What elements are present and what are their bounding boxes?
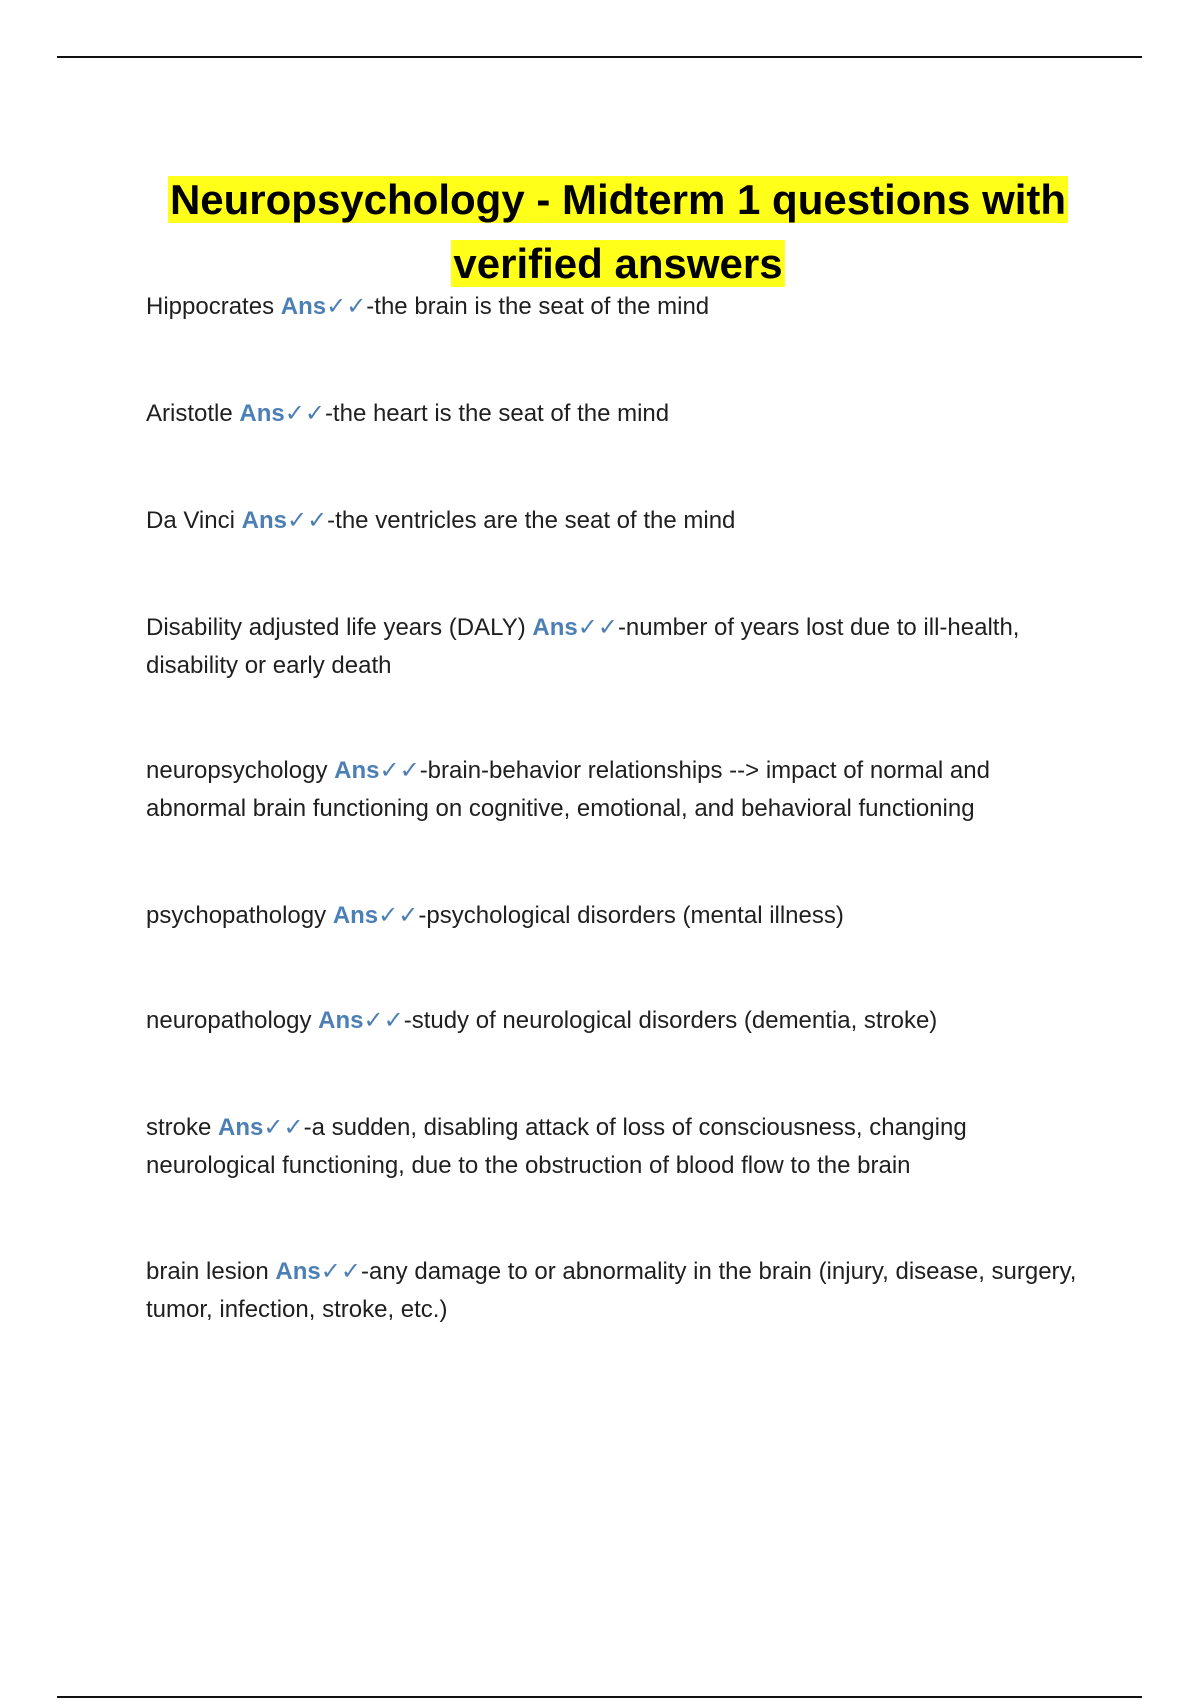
footer-rule xyxy=(57,1696,1142,1698)
answer-marker: Ans xyxy=(318,1007,364,1034)
entry-term: brain lesion xyxy=(146,1258,269,1285)
check-icon: ✓✓ xyxy=(320,1258,361,1285)
entry-definition: -study of neurological disorders (dementia, stroke) xyxy=(403,1007,938,1034)
entry-definition: -a sudden, disabling attack of loss of consciousness, changing neurological functioning, due to the obstruction of blood flow to the brain xyxy=(146,1114,967,1179)
entry-definition: -brain-behavior relationships --> impact of normal and abnormal brain functioning on cognitive, emotional, and behavioral functioning xyxy=(146,757,990,822)
check-icon: ✓✓ xyxy=(286,507,328,534)
entry-term: stroke xyxy=(146,1114,212,1141)
check-icon: ✓✓ xyxy=(326,293,367,320)
check-icon: ✓✓ xyxy=(263,1114,304,1141)
qa-entry-aristotle xyxy=(146,395,1096,433)
check-icon: ✓✓ xyxy=(379,757,420,784)
entry-term: Disability adjusted life years (DALY) xyxy=(146,614,526,641)
entry-term: psychopathology xyxy=(146,902,327,929)
answer-marker: Ans xyxy=(280,293,327,320)
entry-term: neuropsychology xyxy=(146,757,328,784)
entry-term: Hippocrates xyxy=(146,293,275,320)
qa-entry-psychopathology xyxy=(146,897,1096,935)
check-icon: ✓✓ xyxy=(284,400,325,427)
entry-definition: -the heart is the seat of the mind xyxy=(324,400,670,427)
qa-entry-daly xyxy=(146,609,1096,685)
qa-entry-neuropsychology xyxy=(146,752,1096,828)
answer-marker: Ans xyxy=(334,757,380,784)
answer-marker: Ans xyxy=(218,1114,264,1141)
entry-term: Aristotle xyxy=(146,400,233,427)
answer-marker: Ans xyxy=(241,507,287,534)
entry-term: neuropathology xyxy=(146,1007,312,1034)
title-highlight: Neuropsychology - Midterm 1 questions with verified answers xyxy=(169,176,1067,288)
qa-entry-neuropathology xyxy=(146,1002,1096,1040)
answer-marker: Ans xyxy=(332,902,379,929)
entry-term: Da Vinci xyxy=(146,507,235,534)
entry-definition: -any damage to or abnormality in the brain (injury, disease, surgery, tumor, infection, stroke, etc.) xyxy=(146,1258,1077,1323)
qa-entry-brain-lesion xyxy=(146,1253,1096,1329)
check-icon: ✓✓ xyxy=(577,614,618,641)
document-title xyxy=(120,168,1116,296)
answer-marker: Ans xyxy=(532,614,578,641)
answer-marker: Ans xyxy=(275,1258,321,1285)
qa-entry-hippocrates xyxy=(146,288,1096,326)
entry-definition: -number of years lost due to ill-health, disability or early death xyxy=(146,614,1020,679)
entry-definition: -the ventricles are the seat of the mind xyxy=(327,507,736,534)
answer-marker: Ans xyxy=(239,400,285,427)
entry-definition: -the brain is the seat of the mind xyxy=(366,293,710,320)
header-rule xyxy=(57,56,1142,58)
check-icon: ✓✓ xyxy=(363,1007,404,1034)
entry-definition: -psychological disorders (mental illness) xyxy=(418,902,844,929)
qa-entry-da-vinci xyxy=(146,502,1096,540)
check-icon: ✓✓ xyxy=(378,902,419,929)
qa-entry-stroke xyxy=(146,1109,1096,1185)
